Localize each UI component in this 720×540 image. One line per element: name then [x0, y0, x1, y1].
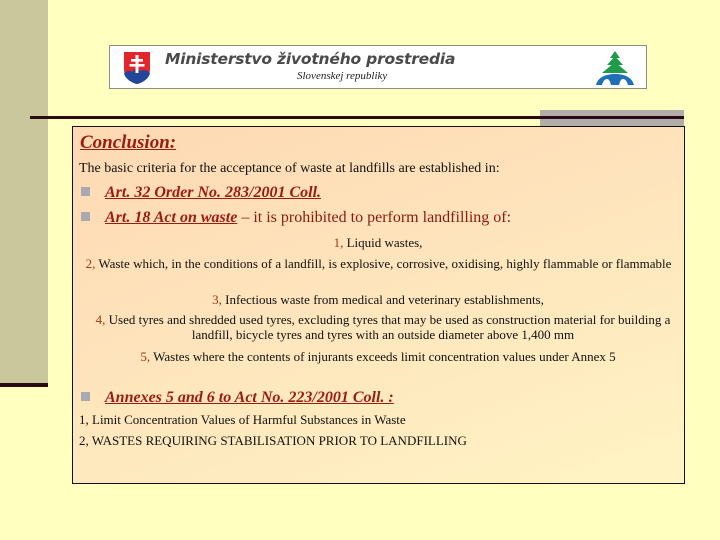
prohibited-item: 2, Waste which, in the conditions of a landfill, is explosive, corrosive, oxidising, highly flammable or flammable: [85, 256, 672, 271]
ministry-subtitle: Slovenskej republiky: [297, 70, 388, 82]
law-link-annexes[interactable]: Annexes 5 and 6 to Act No. 223/2001 Coll. :: [105, 389, 394, 406]
square-bullet-icon: [81, 392, 90, 401]
annex-item: 1, Limit Concentration Values of Harmful Substances in Waste: [79, 412, 406, 427]
bullet-item: [81, 184, 321, 202]
ministry-banner: [109, 45, 647, 89]
title-rule: [30, 116, 684, 119]
content-box: [72, 126, 685, 484]
side-band: [0, 0, 48, 383]
slide-heading: Conclusion:: [80, 132, 177, 153]
bullet-item: [81, 389, 394, 407]
coat-of-arms-icon: [123, 51, 151, 85]
bullet-item: Art. 18 Act on waste – it is prohibited to perform landfilling of:: [81, 209, 511, 227]
ministry-name: Ministerstvo životného prostredia: [165, 50, 456, 68]
law-link-art32[interactable]: Art. 32 Order No. 283/2001 Coll.: [105, 184, 322, 201]
prohibited-item: 3, Infectious waste from medical and veterinary establishments,: [212, 292, 544, 307]
prohibited-item: 4, Used tyres and shredded used tyres, excluding tyres that may be used as construction material for building a landfill, bicycle tyres and tyres with an outside diameter above 1,400 mm: [95, 312, 671, 342]
square-bullet-icon: [81, 212, 90, 221]
law-link-art18[interactable]: Art. 18 Act on waste: [105, 209, 238, 226]
tree-bridge-icon: [592, 50, 638, 86]
square-bullet-icon: [81, 187, 90, 196]
prohibited-item: 1, Liquid wastes,: [333, 235, 423, 250]
prohibited-item: 5, Wastes where the contents of injurants exceeds limit concentration values under Annex 5: [140, 349, 616, 364]
intro-text: The basic criteria for the acceptance of waste at landfills are established in:: [79, 161, 500, 176]
annex-item: 2, WASTES REQUIRING STABILISATION PRIOR TO LANDFILLING: [79, 433, 467, 448]
side-band-underline: [0, 383, 48, 387]
